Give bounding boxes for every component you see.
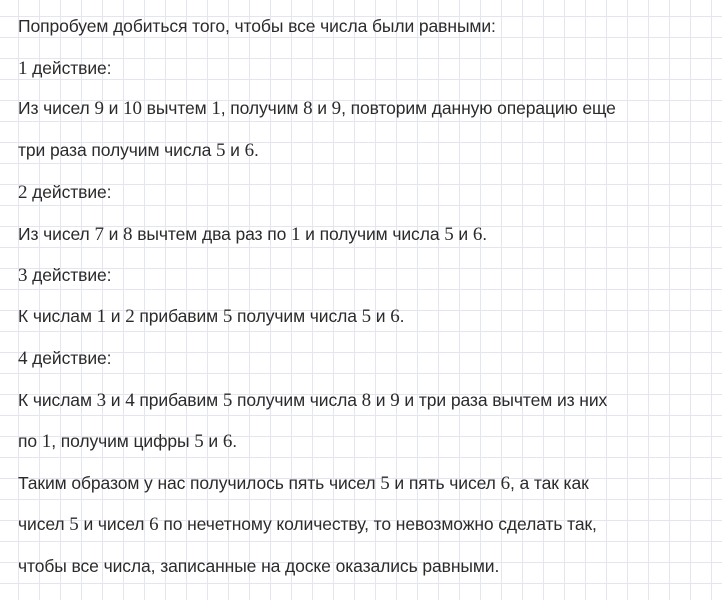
conclusion-line-3: чтобы все числа, записанные на доске оказались равными. — [18, 556, 500, 576]
conclusion-line-2: чисел 5 и чисел 6 по нечетному количеству, то невозможно сделать так, — [18, 514, 597, 535]
step-4-text-line-1: К числам 3 и 4 прибавим 5 получим числа 8 и 9 и три раза вычтем из них — [18, 390, 608, 411]
step-4-heading: 4 действие: — [18, 348, 112, 369]
step-3-text: К числам 1 и 2 прибавим 5 получим числа 5 и 6. — [18, 306, 405, 327]
step-1-text-line-2: три раза получим числа 5 и 6. — [18, 140, 259, 161]
step-2-heading: 2 действие: — [18, 182, 112, 203]
step-3-heading: 3 действие: — [18, 265, 112, 286]
intro-line: Попробуем добиться того, чтобы все числа были равными: — [18, 16, 496, 36]
conclusion-line-1: Таким образом у нас получилось пять чисел 5 и пять чисел 6, а так как — [18, 473, 589, 494]
step-2-text: Из чисел 7 и 8 вычтем два раз по 1 и получим числа 5 и 6. — [18, 224, 487, 245]
step-1-text-line-1: Из чисел 9 и 10 вычтем 1, получим 8 и 9, повторим данную операцию еще — [18, 98, 616, 119]
step-4-text-line-2: по 1, получим цифры 5 и 6. — [18, 431, 238, 452]
step-1-heading: 1 действие: — [18, 58, 112, 79]
